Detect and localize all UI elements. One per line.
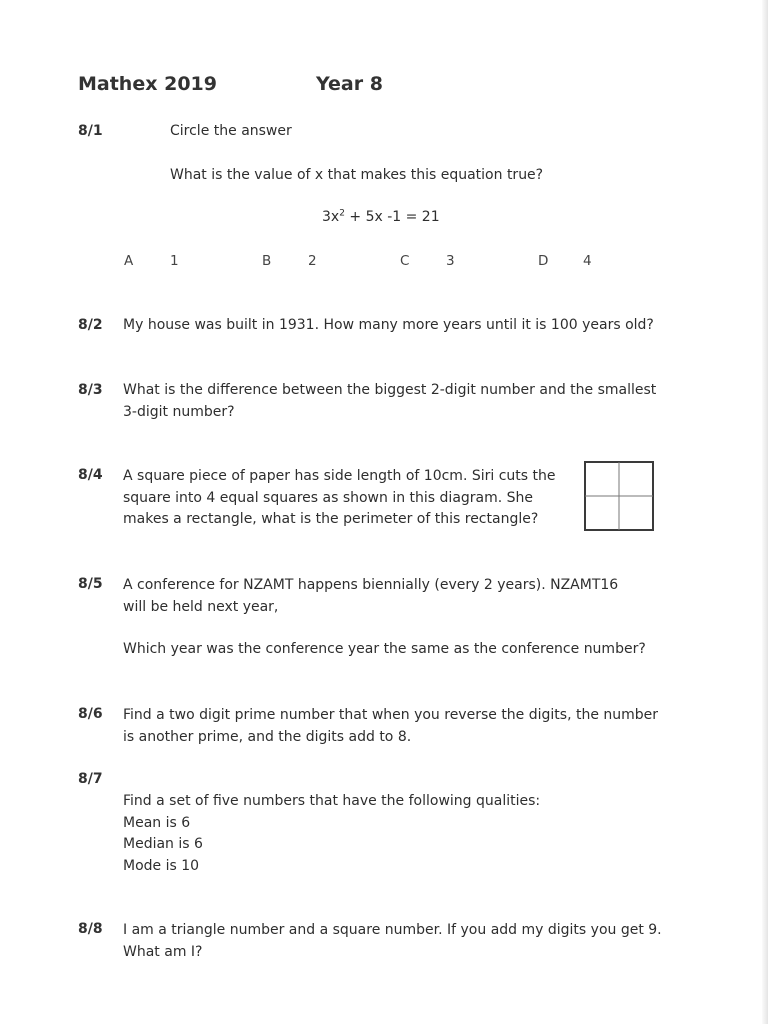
q8-line: What am I? xyxy=(123,943,203,960)
q8-line: I am a triangle number and a square number. If you add my digits you get 9. xyxy=(123,922,662,938)
q6-line: Find a two digit prime number that when you reverse the digits, the number xyxy=(123,707,659,723)
q2-text: My house was built in 1931. How many more years until it is 100 years old? xyxy=(123,317,654,333)
option-d-letter[interactable]: D xyxy=(538,253,549,269)
q1-instruction: Circle the answer xyxy=(170,123,292,139)
option-a-value[interactable]: 1 xyxy=(170,253,179,269)
q5-question: Which year was the conference year the same as the conference number? xyxy=(123,641,646,657)
q7-line: Mean is 6 xyxy=(123,814,191,831)
square-grid-diagram xyxy=(584,461,654,531)
q5-text xyxy=(123,575,618,618)
q7-text xyxy=(123,791,540,877)
q7-line: Median is 6 xyxy=(123,836,203,852)
q4-line: square into 4 equal squares as shown in this diagram. She xyxy=(123,489,534,506)
q6-line: is another prime, and the digits add to 8. xyxy=(123,728,412,745)
q3-line: What is the difference between the biggest 2-digit number and the smallest xyxy=(123,382,657,398)
question-number-7: 8/7 xyxy=(78,771,103,787)
page-edge xyxy=(762,0,768,1024)
question-number-8: 8/8 xyxy=(78,921,103,937)
option-d-value[interactable]: 4 xyxy=(583,253,592,269)
option-c-letter[interactable]: C xyxy=(400,253,410,269)
q6-text xyxy=(123,705,658,748)
year-level: Year 8 xyxy=(316,73,383,95)
q7-line: Find a set of five numbers that have the following qualities: xyxy=(123,793,541,809)
option-a-letter[interactable]: A xyxy=(124,253,134,269)
question-number-6: 8/6 xyxy=(78,706,103,722)
q3-line: 3-digit number? xyxy=(123,403,235,420)
option-b-value[interactable]: 2 xyxy=(308,253,317,269)
q4-line: makes a rectangle, what is the perimeter of this rectangle? xyxy=(123,511,539,527)
q7-line: Mode is 10 xyxy=(123,857,200,874)
option-b-letter[interactable]: B xyxy=(262,253,272,269)
question-number-4: 8/4 xyxy=(78,467,103,483)
question-number-3: 8/3 xyxy=(78,382,103,398)
q4-line: A square piece of paper has side length of 10cm. Siri cuts the xyxy=(123,468,556,484)
q1-question: What is the value of x that makes this equation true? xyxy=(170,167,544,183)
question-number-1: 8/1 xyxy=(78,123,103,139)
option-c-value[interactable]: 3 xyxy=(446,253,455,269)
q1-equation: $3x^2 + 5x$ -1 = 21 xyxy=(322,208,440,225)
q5-line: A conference for NZAMT happens biennially (every 2 years). NZAMT16 xyxy=(123,577,619,593)
contest-title: Mathex 2019 xyxy=(78,73,217,95)
question-number-2: 8/2 xyxy=(78,317,103,333)
q3-text xyxy=(123,380,656,423)
q5-line: will be held next year, xyxy=(123,598,279,615)
question-number-5: 8/5 xyxy=(78,576,103,592)
q8-text xyxy=(123,920,662,963)
q4-text xyxy=(123,466,556,531)
